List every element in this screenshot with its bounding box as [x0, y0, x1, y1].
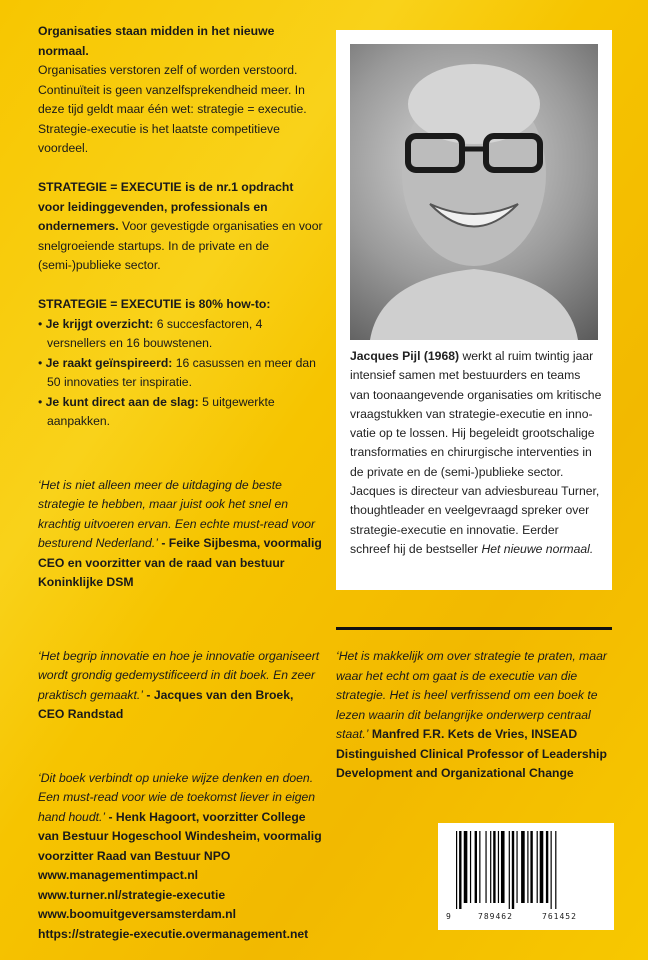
barcode-digit-first: 9 [446, 912, 452, 921]
barcode-bar [493, 831, 495, 903]
barcode-bar [479, 831, 480, 903]
barcode-bar [459, 831, 461, 909]
quote-block [38, 647, 323, 725]
link-overmanagement[interactable]: https://strategie-executie.overmanagement.net [38, 926, 309, 941]
barcode-bar [512, 831, 514, 909]
quote-text: ‘Het begrip innovatie en hoe je innovatie organiseert wordt grondig gedemystificeerd in dit boek. En zeer praktisch gemaakt.’ [38, 648, 320, 702]
barcode-digits-right: 761452 [542, 912, 577, 921]
howto-item: • Je raakt geïnspireerd: 16 casussen en meer dan 50 innovaties ter inspiratie. [38, 355, 316, 389]
left-column [38, 22, 323, 940]
intro-body: Organisaties verstoren zelf of worden verstoord. Continuïteit is geen vanzelfsprekendheid meer. In deze tijd geldt maar één wet: strategie = executie. Strategie-executie is het laatste competitieve voordeel. [38, 63, 307, 155]
barcode-bars [456, 831, 596, 909]
quote-text: ‘Dit boek verbindt op unieke wijze denken en doen. Een must-read voor wie de toekomst liever in eigen hand houdt.’ [38, 770, 316, 824]
intro-section [38, 22, 323, 159]
barcode-bar [470, 831, 471, 903]
isbn-barcode [438, 823, 614, 930]
quote-author: - Feike Sijbesma, voormalig CEO en voorzitter van de raad van bestuur Koninklijke DSM [38, 536, 322, 589]
howto-item: • Je krijgt overzicht: 6 succesfactoren, 4 versnellers en 16 bouwstenen. [38, 316, 263, 350]
barcode-bar [546, 831, 548, 903]
barcode-bar [501, 831, 505, 903]
barcode-bar [516, 831, 517, 903]
quote-text: ‘Het is niet alleen meer de uitdaging de beste strategie te hebben, maar juist ook het snel en krachtig uitvoeren ervan. Een echte must-read voor besturend Nederland.’ [38, 477, 316, 550]
link-boomuitgevers[interactable]: www.boomuitgeversamsterdam.nl [38, 907, 236, 921]
barcode-bar [555, 831, 556, 909]
author-book-title: Het nieuwe normaal. [481, 541, 594, 556]
barcode-bar [527, 831, 528, 903]
link-list [38, 866, 323, 944]
barcode-bar [540, 831, 544, 903]
quote-author: - Jacques van den Broek, CEO Randstad [38, 687, 294, 721]
right-quote-section [336, 627, 616, 784]
author-name: Jacques Pijl (1968) [350, 349, 460, 363]
howto-section [38, 295, 323, 432]
quote-block [336, 647, 616, 784]
barcode-bar [537, 831, 538, 903]
mission-body: Voor gevestigde organisaties en voor snelgroeiende startups. In de private en de (semi-)publieke sector. [38, 219, 323, 272]
howto-heading: STRATEGIE = EXECUTIE is 80% how-to: [38, 297, 271, 311]
intro-lead: Organisaties staan midden in het nieuwe normaal. [38, 24, 275, 58]
quote-block [38, 769, 323, 867]
barcode-bar [464, 831, 468, 903]
quote-author: - Henk Hagoort, voorzitter College van Bestuur Hogeschool Windesheim, voormalig voorzitter Raad van Bestuur NPO [38, 809, 322, 863]
link-managementimpact[interactable]: www.managementimpact.nl [38, 868, 199, 882]
author-photo [350, 44, 598, 340]
author-panel [336, 30, 612, 590]
mission-section [38, 178, 323, 276]
link-turner[interactable]: www.turner.nl/strategie-executie [38, 887, 226, 902]
barcode-bar [551, 831, 552, 909]
quote-text: ‘Het is makkelijk om over strategie te praten, maar waar het echt om gaat is de executie van die strategie. Het is heel verfrissend om een boek te lezen waarin dit belangrijke onderwerp centraal staat.’ [336, 649, 607, 741]
barcode-bar [498, 831, 499, 903]
barcode-bar [490, 831, 491, 903]
quote-author: Manfred F.R. Kets de Vries, INSEAD Distinguished Clinical Professor of Leadership Development and Organizational Change [336, 727, 607, 780]
quote-block [38, 476, 323, 593]
barcode-bar [509, 831, 510, 909]
howto-item: • Je kunt direct aan de slag: 5 uitgewerkte aanpakken. [38, 394, 275, 428]
barcode-bar [456, 831, 457, 909]
barcode-bar [530, 831, 532, 903]
divider [336, 627, 612, 630]
mission-lead: STRATEGIE = EXECUTIE is de nr.1 opdracht voor leidinggevenden, professionals en ondernemers. [38, 180, 294, 233]
author-bio-text: werkt al ruim twintig jaar intensief samen met bestuurders en teams van toonaangevende organisaties om kritische vraagstukken van strategie-executie en inno-vatie op te lossen. Hij begeleidt grootschalige transformaties en chirurgische interventies in de private en de (semi-)publieke sector. Jacques is directeur van adviesbureau Turner, thoughtleader en veelgevraagd spreker over strategie-executie en innovatie. Eerder schreef hij de bestseller [350, 349, 602, 556]
barcode-bar [521, 831, 525, 903]
barcode-digits-left: 789462 [478, 912, 513, 921]
barcode-bar [475, 831, 477, 903]
barcode-bar [485, 831, 486, 903]
author-bio [350, 347, 602, 559]
